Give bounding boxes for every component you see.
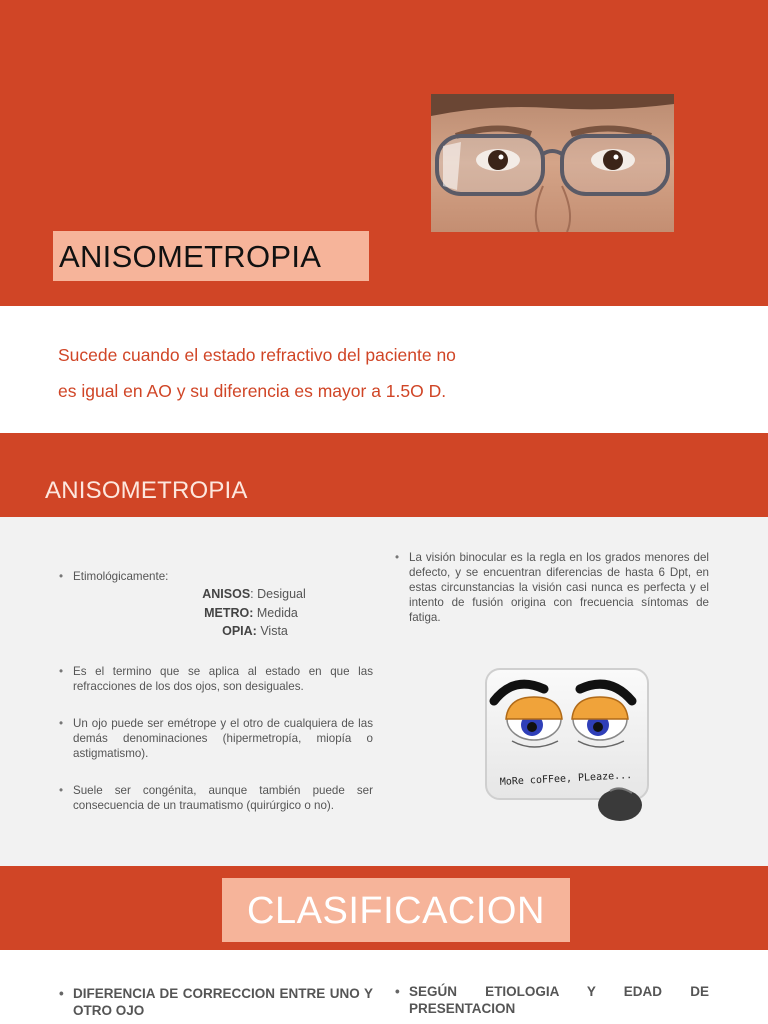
etymology-meaning: Vista bbox=[260, 624, 288, 638]
etymology-opia bbox=[155, 624, 355, 638]
etymology-anisos: ANISOS: Desigual bbox=[202, 587, 306, 601]
etymology-term: METRO: bbox=[204, 606, 254, 620]
slide3-title-box bbox=[222, 878, 570, 942]
slide1-description-line1: Sucede cuando el estado refractivo del paciente no bbox=[58, 345, 456, 365]
etymology-term: OPIA: bbox=[222, 624, 257, 638]
etymology-term: ANISOS bbox=[202, 587, 251, 601]
cartoon-caption: MoRe coFFee, PLeaze... bbox=[499, 770, 633, 788]
slide2-title: ANISOMETROPIA bbox=[45, 477, 248, 504]
slide1-description bbox=[58, 337, 508, 409]
slide1-title-box bbox=[53, 231, 369, 281]
slide1-title: ANISOMETROPIA bbox=[59, 239, 322, 274]
list-item: • SEGÚN ETIOLOGIA Y EDAD DE PRESENTACION bbox=[409, 983, 709, 1017]
list-item: • La visión binocular es la regla en los grados menores del defecto, y se encuentran diferencias de hasta 6 Dpt, en estas circunstancias la visión casi nunca es perfecta y el intento de fusión origina con frecuencia síntomas de fatiga. bbox=[409, 550, 709, 625]
slide1-description-line2: es igual en AO y su diferencia es mayor a 1.5O D. bbox=[58, 381, 447, 401]
tired-eyes-cartoon bbox=[484, 667, 652, 823]
list-item: • DIFERENCIA DE CORRECCION ENTRE UNO Y OTRO OJO bbox=[73, 985, 373, 1019]
list-item: • Es el termino que se aplica al estado en que las refracciones de los dos ojos, son desiguales. bbox=[73, 664, 373, 694]
child-glasses-photo bbox=[431, 94, 674, 232]
list-item: • Suele ser congénita, aunque también puede ser consecuencia de un traumatismo (quirúrgico o no). bbox=[73, 783, 373, 813]
slide3-title: CLASIFICACION bbox=[247, 890, 545, 932]
etymology-metro bbox=[151, 606, 351, 620]
etymology-meaning: Medida bbox=[256, 606, 298, 620]
etymology-meaning: Desigual bbox=[257, 587, 306, 601]
list-item: • Un ojo puede ser emétrope y el otro de cualquiera de las demás denominaciones (hipermetropía, miopía o astigmatismo). bbox=[73, 716, 373, 761]
etymology-bullet: • Etimológicamente: bbox=[73, 569, 373, 584]
